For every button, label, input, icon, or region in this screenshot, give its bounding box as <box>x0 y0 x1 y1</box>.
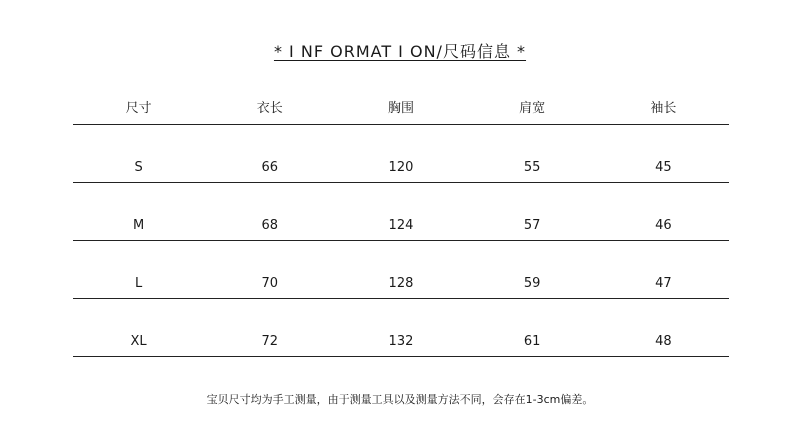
cell-chest: 132 <box>388 334 414 349</box>
cell-length: 66 <box>261 160 279 175</box>
header-length: 衣长 <box>256 101 283 116</box>
cell-sleeve: 48 <box>655 334 672 349</box>
cell-size: S <box>134 160 143 175</box>
cell-shoulder: 57 <box>523 218 541 233</box>
measurement-note: 宝贝尺寸均为手工测量，由于测量工具以及测量方法不同，会存在1-3cm偏差。 <box>206 393 594 406</box>
cell-shoulder: 59 <box>523 276 541 291</box>
header-shoulder: 肩宽 <box>519 101 546 116</box>
cell-size: XL <box>130 334 147 349</box>
cell-size: M <box>132 218 145 233</box>
table-row <box>73 241 729 299</box>
cell-length: 70 <box>261 276 279 291</box>
cell-length: 72 <box>261 334 279 349</box>
size-table <box>73 94 729 357</box>
header-size: 尺寸 <box>125 101 152 116</box>
cell-chest: 120 <box>388 160 414 175</box>
cell-sleeve: 46 <box>655 218 672 233</box>
header-sleeve: 袖长 <box>650 101 677 116</box>
table-row <box>73 183 729 241</box>
table-row <box>73 125 729 183</box>
cell-length: 68 <box>261 218 279 233</box>
page-title <box>0 42 800 62</box>
page-title-text: * I NF ORMAT I ON/尺码信息 * <box>273 42 527 61</box>
header-chest: 胸围 <box>387 101 414 116</box>
cell-shoulder: 55 <box>523 160 541 175</box>
cell-sleeve: 45 <box>655 160 672 175</box>
cell-sleeve: 47 <box>655 276 672 291</box>
table-header-row <box>73 94 729 125</box>
cell-size: L <box>134 276 143 291</box>
cell-chest: 124 <box>388 218 414 233</box>
table-row <box>73 299 729 357</box>
cell-chest: 128 <box>388 276 414 291</box>
cell-shoulder: 61 <box>523 334 541 349</box>
